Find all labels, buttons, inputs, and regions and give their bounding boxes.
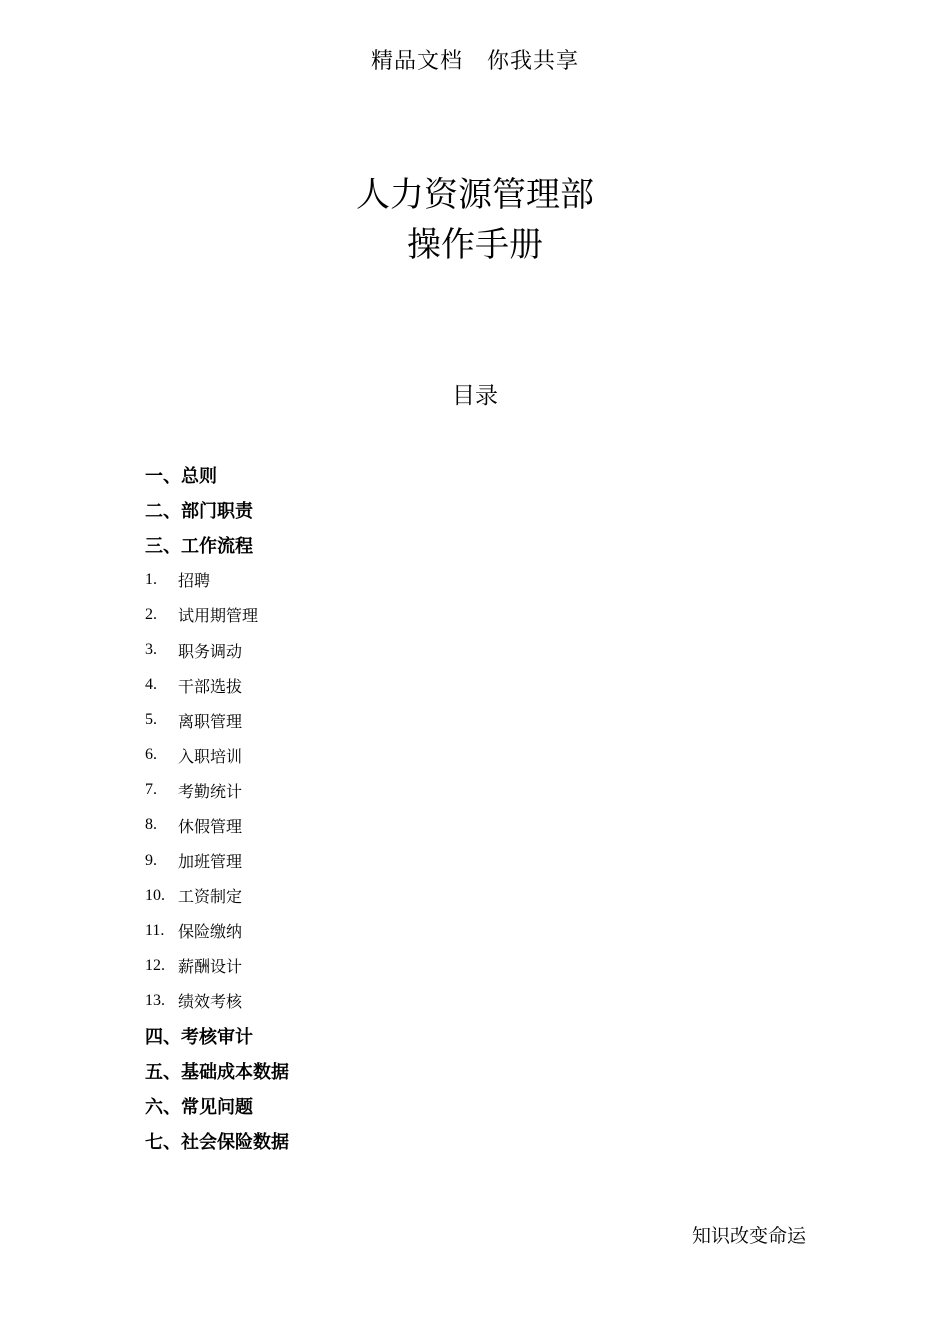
- toc-item-number: 1.: [145, 570, 157, 588]
- footer-motto: 知识改变命运: [692, 1225, 807, 1247]
- toc-item-label: 薪酬设计: [178, 957, 243, 977]
- toc-item-label: 干部选拔: [178, 676, 243, 696]
- toc-item-number: 10.: [145, 886, 165, 904]
- toc-item-label: 考勤统计: [178, 781, 243, 801]
- toc-item-number: 8.: [145, 816, 157, 834]
- toc-sub-item[interactable]: [145, 738, 745, 773]
- toc-item-label: 职务调动: [178, 641, 243, 661]
- toc-sub-item[interactable]: [145, 703, 745, 738]
- toc-section-item[interactable]: [145, 1089, 745, 1124]
- toc-item-label: 入职培训: [178, 746, 243, 766]
- toc-sub-item[interactable]: [145, 983, 745, 1018]
- toc-item-number: 11.: [145, 921, 165, 939]
- header-left-text: 精品文档: [370, 49, 463, 74]
- toc-section-item[interactable]: [145, 492, 745, 527]
- toc-item-label: 五、基础成本数据: [145, 1062, 289, 1084]
- toc-item-number: 7.: [145, 781, 157, 799]
- toc-item-label: 加班管理: [178, 852, 243, 872]
- toc-sub-item[interactable]: [145, 668, 745, 703]
- toc-sub-item[interactable]: [145, 913, 745, 948]
- toc-item-label: 一、总则: [145, 465, 217, 487]
- table-of-contents: [145, 457, 745, 1159]
- header-right-text: 你我共享: [487, 49, 580, 74]
- toc-sub-item[interactable]: [145, 562, 745, 597]
- title-line-1: 人力资源管理部: [356, 175, 594, 215]
- toc-item-number: 3.: [145, 641, 157, 659]
- toc-item-label: 离职管理: [178, 711, 243, 731]
- toc-item-label: 试用期管理: [178, 606, 259, 626]
- document-title: [0, 172, 950, 272]
- toc-item-label: 保险缴纳: [178, 922, 243, 942]
- toc-section-item[interactable]: [145, 1019, 745, 1054]
- page-header-banner: [0, 46, 950, 78]
- toc-sub-item[interactable]: [145, 808, 745, 843]
- toc-item-label: 四、考核审计: [145, 1027, 253, 1049]
- toc-item-label: 绩效考核: [178, 992, 243, 1012]
- toc-sub-item[interactable]: [145, 878, 745, 913]
- toc-item-number: 9.: [145, 851, 157, 869]
- toc-item-label: 六、常见问题: [145, 1097, 253, 1119]
- toc-item-label: 休假管理: [178, 816, 243, 836]
- toc-sub-item[interactable]: [145, 773, 745, 808]
- toc-sub-item[interactable]: [145, 632, 745, 667]
- toc-item-number: 6.: [145, 746, 157, 764]
- toc-item-label: 二、部门职责: [145, 500, 253, 522]
- toc-item-number: 13.: [145, 991, 165, 1009]
- toc-sub-item[interactable]: [145, 948, 745, 983]
- toc-sub-item[interactable]: [145, 843, 745, 878]
- toc-heading: 目录: [452, 383, 498, 409]
- toc-item-label: 七、社会保险数据: [145, 1132, 289, 1154]
- toc-item-number: 2.: [145, 605, 157, 623]
- toc-section-item[interactable]: [145, 1124, 745, 1159]
- title-line-2: 操作手册: [407, 225, 543, 265]
- toc-item-label: 工资制定: [178, 887, 243, 907]
- toc-section-item[interactable]: [145, 1054, 745, 1089]
- toc-section-item[interactable]: [145, 527, 745, 562]
- toc-item-number: 4.: [145, 676, 157, 694]
- toc-section-item[interactable]: [145, 457, 745, 492]
- toc-item-label: 三、工作流程: [145, 535, 253, 557]
- toc-item-label: 招聘: [178, 571, 211, 591]
- toc-sub-item[interactable]: [145, 597, 745, 632]
- toc-item-number: 5.: [145, 711, 157, 729]
- toc-item-number: 12.: [145, 956, 165, 974]
